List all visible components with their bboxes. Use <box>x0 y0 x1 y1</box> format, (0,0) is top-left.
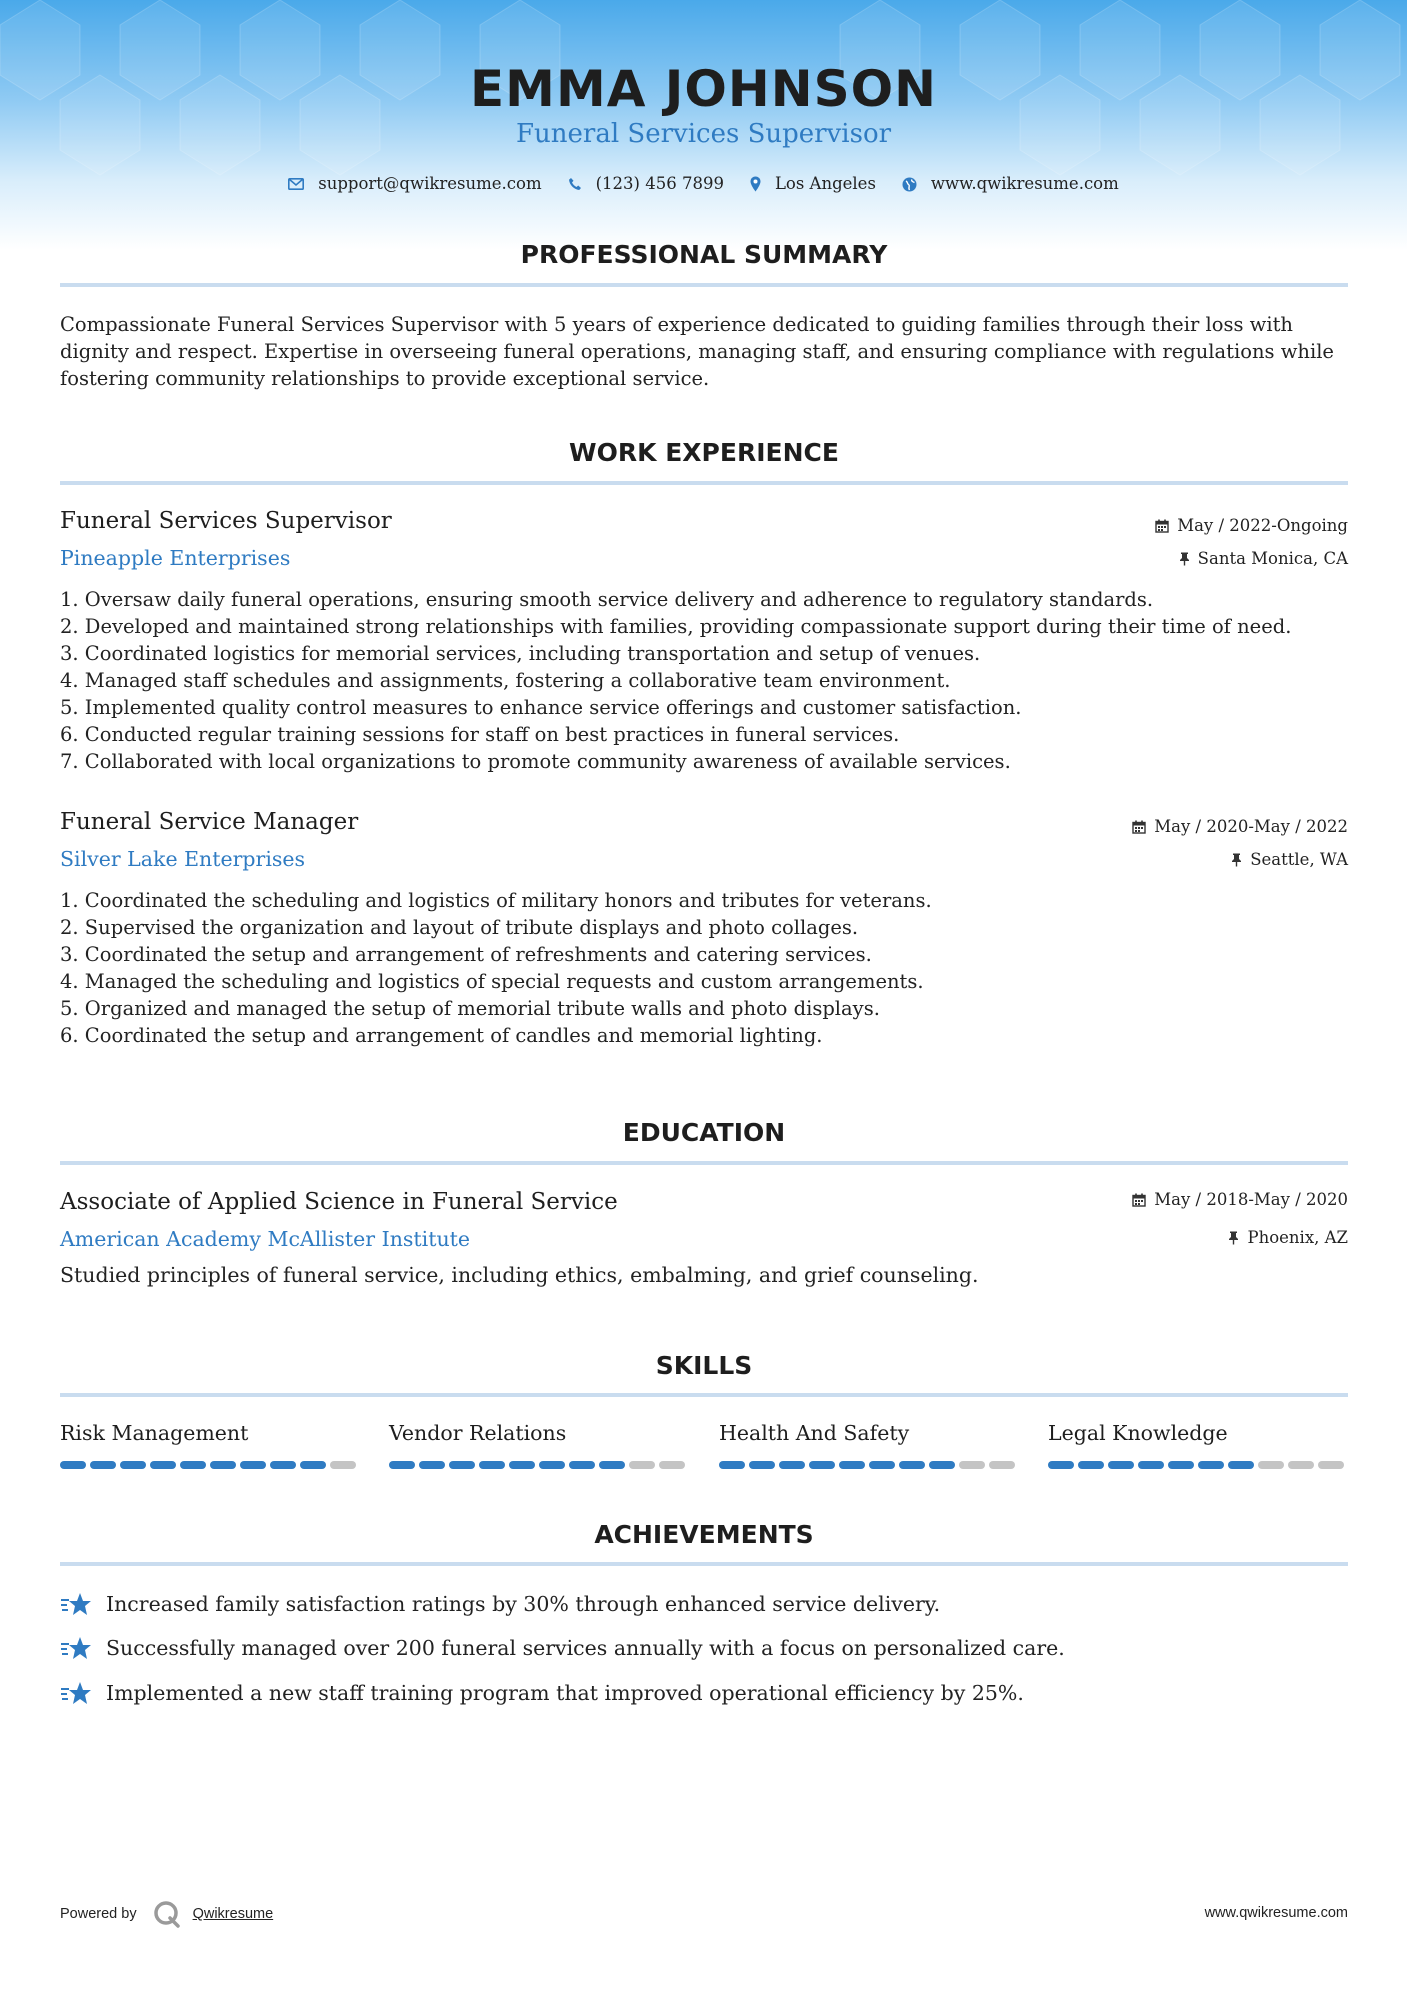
job-location-text: Santa Monica, CA <box>1197 549 1348 568</box>
job-role: Funeral Services Supervisor <box>515 119 892 149</box>
skill-level-segment <box>839 1461 865 1469</box>
list-item: 3. Coordinated logistics for memorial services, including transportation and setup of venues. <box>60 642 981 665</box>
company-name: Pineapple Enterprises <box>60 546 291 570</box>
achievement-item <box>60 1589 940 1619</box>
list-item: 3. Coordinated the setup and arrangement of refreshments and catering services. <box>60 943 872 966</box>
education-location-text: Phoenix, AZ <box>1247 1228 1348 1247</box>
footer-powered-by <box>60 1900 273 1928</box>
skill-level-segment <box>419 1461 445 1469</box>
job-title: Funeral Service Manager <box>60 809 359 835</box>
star-icon <box>60 1680 92 1706</box>
section-divider <box>60 1562 1348 1566</box>
job-location <box>1179 547 1348 571</box>
skill-level-segment <box>959 1461 985 1469</box>
skill-level-segment <box>1198 1461 1224 1469</box>
list-item: 4. Managed staff schedules and assignments, fostering a collaborative team environment. <box>60 669 951 692</box>
skill-level-segment <box>749 1461 775 1469</box>
skill-level-segment <box>270 1461 296 1469</box>
contact-location-text: Los Angeles <box>774 174 876 193</box>
contact-email-text: support@qwikresume.com <box>318 174 542 193</box>
pushpin-icon <box>1179 552 1190 566</box>
list-item: 1. Oversaw daily funeral operations, ensuring smooth service delivery and adherence to regulatory standards. <box>60 588 1154 611</box>
section-title-skills: SKILLS <box>655 1351 753 1380</box>
skill-level-segment <box>210 1461 236 1469</box>
skill-level-segment <box>1048 1461 1074 1469</box>
contact-email[interactable] <box>288 172 541 196</box>
job-dates-text: May / 2020-May / 2022 <box>1154 817 1348 836</box>
skill-level-segment <box>1288 1461 1314 1469</box>
skill-level-segment <box>240 1461 266 1469</box>
contact-phone-text: (123) 456 7899 <box>595 174 724 193</box>
skill-level-segment <box>330 1461 356 1469</box>
skill-level-segment <box>90 1461 116 1469</box>
skill-level-segment <box>1108 1461 1134 1469</box>
skill-level-segment <box>989 1461 1015 1469</box>
skill-level-segment <box>899 1461 925 1469</box>
skill-level-segment <box>150 1461 176 1469</box>
skill-level-segment <box>1258 1461 1284 1469</box>
skill-level-bar <box>1048 1461 1348 1469</box>
skill-level-segment <box>1078 1461 1104 1469</box>
skill-level-segment <box>509 1461 535 1469</box>
skill-level-segment <box>569 1461 595 1469</box>
achievement-text: Increased family satisfaction ratings by 30% through enhanced service delivery. <box>106 1592 941 1616</box>
skill-level-segment <box>1168 1461 1194 1469</box>
skill-level-segment <box>1228 1461 1254 1469</box>
map-pin-icon <box>750 176 761 192</box>
brand-link[interactable]: Qwikresume <box>192 1906 274 1922</box>
list-item: 2. Supervised the organization and layout of tribute displays and photo collages. <box>60 916 859 939</box>
skill-level-segment <box>629 1461 655 1469</box>
section-title-summary: PROFESSIONAL SUMMARY <box>520 240 888 269</box>
skill-level-segment <box>449 1461 475 1469</box>
skill-level-segment <box>120 1461 146 1469</box>
section-divider <box>60 481 1348 485</box>
list-item: 2. Developed and maintained strong relationships with families, providing compassionate support during their time of need. <box>60 615 1292 638</box>
skill-level-bar <box>719 1461 1019 1469</box>
job-dates-text: May / 2022-Ongoing <box>1177 516 1348 535</box>
section-divider <box>60 283 1348 287</box>
skill-level-segment <box>1138 1461 1164 1469</box>
skill-level-segment <box>479 1461 505 1469</box>
list-item: 5. Organized and managed the setup of memorial tribute walls and photo displays. <box>60 997 880 1020</box>
contact-location <box>750 172 876 196</box>
qwikresume-logo-icon <box>153 1900 181 1928</box>
list-item: 6. Conducted regular training sessions for staff on best practices in funeral services. <box>60 723 900 746</box>
calendar-icon <box>1132 1193 1146 1207</box>
achievement-item <box>60 1633 1065 1663</box>
education-dates-text: May / 2018-May / 2020 <box>1154 1190 1348 1209</box>
section-title-experience: WORK EXPERIENCE <box>569 438 839 467</box>
section-title-achievements: ACHIEVEMENTS <box>594 1520 814 1549</box>
skill-level-segment <box>719 1461 745 1469</box>
skill-name: Health And Safety <box>719 1421 910 1445</box>
star-icon <box>60 1635 92 1661</box>
education-dates <box>1132 1188 1348 1212</box>
achievement-text: Implemented a new staff training program that improved operational efficiency by 25%. <box>106 1681 1024 1705</box>
skill-level-bar <box>60 1461 360 1469</box>
pushpin-icon <box>1228 1231 1239 1245</box>
job-location-text: Seattle, WA <box>1250 850 1348 869</box>
skill-level-segment <box>180 1461 206 1469</box>
achievement-item <box>60 1678 1024 1708</box>
section-divider <box>60 1393 1348 1397</box>
footer-website[interactable]: www.qwikresume.com <box>1204 1905 1348 1921</box>
candidate-name: EMMA JOHNSON <box>470 60 937 118</box>
list-item: 4. Managed the scheduling and logistics of special requests and custom arrangements. <box>60 970 924 993</box>
skill-level-segment <box>300 1461 326 1469</box>
skill-item <box>1048 1419 1348 1469</box>
job-dates <box>1155 514 1348 538</box>
skill-item <box>60 1419 360 1469</box>
skill-level-segment <box>389 1461 415 1469</box>
degree-title: Associate of Applied Science in Funeral Service <box>60 1189 618 1215</box>
star-icon <box>60 1591 92 1617</box>
list-item: 6. Coordinated the setup and arrangement of candles and memorial lighting. <box>60 1024 823 1047</box>
skill-level-segment <box>1318 1461 1344 1469</box>
achievement-text: Successfully managed over 200 funeral services annually with a focus on personalized care. <box>106 1636 1065 1660</box>
skill-level-segment <box>599 1461 625 1469</box>
envelope-icon <box>288 178 304 190</box>
skill-level-segment <box>539 1461 565 1469</box>
skill-name: Legal Knowledge <box>1048 1421 1228 1445</box>
section-title-education: EDUCATION <box>622 1118 786 1147</box>
job-responsibilities <box>60 586 1360 775</box>
job-responsibilities <box>60 887 1360 1049</box>
contact-phone[interactable] <box>568 172 724 196</box>
education-description: Studied principles of funeral service, including ethics, embalming, and grief counseling. <box>60 1263 979 1287</box>
phone-icon <box>568 177 582 191</box>
list-item: 5. Implemented quality control measures to enhance service offerings and customer satisfaction. <box>60 696 1022 719</box>
calendar-icon <box>1155 519 1169 533</box>
contact-bar <box>0 172 1407 196</box>
skill-level-segment <box>659 1461 685 1469</box>
job-title: Funeral Services Supervisor <box>60 508 392 534</box>
contact-website-text: www.qwikresume.com <box>930 174 1119 193</box>
pushpin-icon <box>1231 853 1242 867</box>
skill-name: Risk Management <box>60 1421 249 1445</box>
list-item: 1. Coordinated the scheduling and logistics of military honors and tributes for veterans. <box>60 889 932 912</box>
job-location <box>1231 848 1348 872</box>
powered-by-label: Powered by <box>60 1906 137 1922</box>
skill-name: Vendor Relations <box>389 1421 567 1445</box>
skill-level-segment <box>60 1461 86 1469</box>
skill-level-segment <box>929 1461 955 1469</box>
company-name: Silver Lake Enterprises <box>60 847 306 871</box>
section-divider <box>60 1161 1348 1165</box>
skill-level-bar <box>389 1461 689 1469</box>
globe-icon <box>902 177 917 192</box>
education-location <box>1228 1226 1348 1250</box>
skill-item <box>389 1419 689 1469</box>
skill-level-segment <box>869 1461 895 1469</box>
calendar-icon <box>1132 820 1146 834</box>
contact-website[interactable] <box>902 172 1119 196</box>
skill-level-segment <box>779 1461 805 1469</box>
job-dates <box>1132 815 1348 839</box>
skill-level-segment <box>809 1461 835 1469</box>
school-name: American Academy McAllister Institute <box>60 1227 471 1251</box>
summary-text: Compassionate Funeral Services Supervisor with 5 years of experience dedicated to guiding families through their loss with dignity and respect. Expertise in overseeing funeral operations, managing staff, and ensuring compliance with regulations while fostering community relationships to provide exceptional service. <box>60 313 1334 390</box>
list-item: 7. Collaborated with local organizations to promote community awareness of available services. <box>60 750 1011 773</box>
skill-item <box>719 1419 1019 1469</box>
